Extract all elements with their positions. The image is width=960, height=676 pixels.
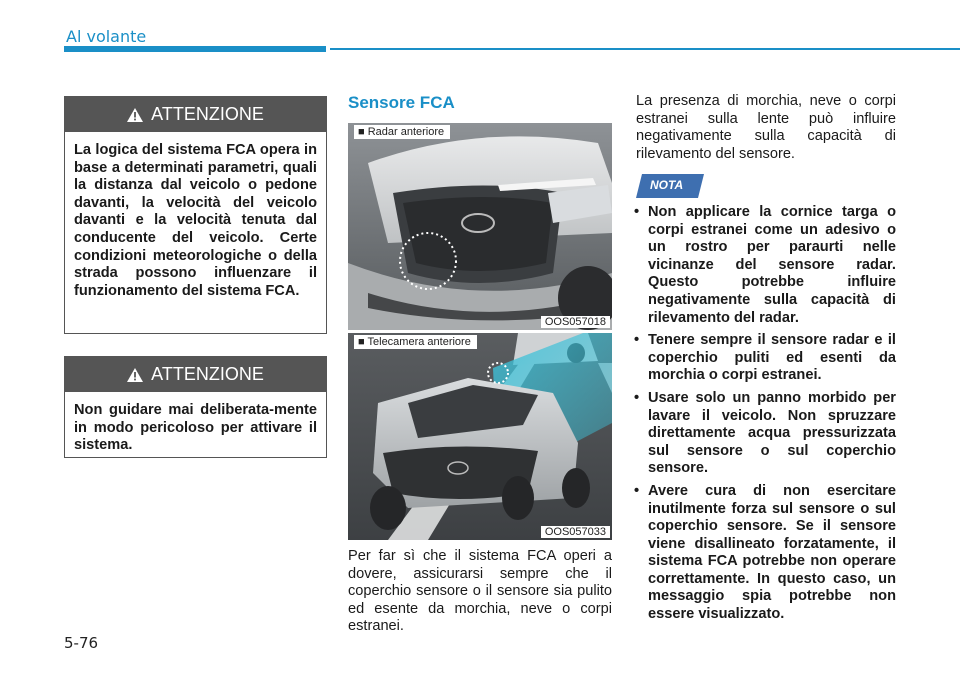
figure-code: OOS057033: [541, 526, 610, 538]
warning-header: [65, 97, 326, 132]
warning-heading: ATTENZIONE: [151, 364, 264, 384]
figure-front-radar: [348, 123, 612, 330]
warning-text: Non guidare mai deliberata-mente in modo pericoloso per attivare il sistema.: [74, 402, 317, 454]
warning-heading: ATTENZIONE: [151, 104, 264, 124]
nota-badge: [636, 174, 704, 198]
right-paragraph: La presenza di morchia, neve o corpi estranei sulla lente può influire negativamente sulla capacità di rilevamento del sensore.: [636, 93, 896, 162]
nota-label: NOTA: [650, 178, 684, 192]
warning-triangle-icon: [127, 368, 143, 382]
section-body-text: Per far sì che il sistema FCA operi a dovere, assicurarsi sempre che il coperchio sensore o il sensore sia pulito ed esente da morchia, neve o corpi estranei.: [348, 548, 612, 635]
warning-box-dangerous-driving: [64, 356, 327, 458]
car-front-radar-illustration: [348, 123, 612, 330]
figure-label: ■ Telecamera anteriore: [354, 335, 477, 349]
car-front-camera-illustration: [348, 333, 612, 540]
page-number: 5-76: [64, 634, 99, 652]
list-item: • Non applicare la cornice targa o corpi estranei come un adesivo o un rostro per paraurti nelle vicinanze del sensore radar. Questo potrebbe influire negativamente sulla capacità di rilevamento del radar.: [632, 204, 896, 327]
figure-front-camera: [348, 333, 612, 540]
figure-label: ■ Radar anteriore: [354, 125, 450, 139]
list-item: • Usare solo un panno morbido per lavare il veicolo. Non spruzzare direttamente acqua pressurizzata sul sensore o sul coperchio sensore.: [632, 390, 896, 478]
section-header-title: Al volante: [66, 27, 147, 46]
header-bar-accent: [64, 46, 326, 52]
warning-header: [65, 357, 326, 392]
header-bar-line: [330, 48, 960, 50]
nota-bullet-list: [632, 204, 896, 629]
warning-text: La logica del sistema FCA opera in base a determinati parametri, quali la distanza dal veicolo o pedone davanti, la velocità del veicolo davanti e la velocità tenuta dal conducente del veicolo. Certe condizioni meteorologiche o della strada possono influenzare il funzionamento del sistema FCA.: [74, 142, 317, 299]
warning-box-fca-logic: [64, 96, 327, 334]
list-item: • Avere cura di non esercitare inutilmente forza sul sensore o sul coperchio sensore. Se il sensore viene disallineato forzatamente, il sistema FCA potrebbe non operare correttamente. In questo caso, un messaggio spia potrebbe non essere visualizzato.: [632, 483, 896, 624]
list-item: • Tenere sempre il sensore radar e il coperchio puliti ed esenti da morchia o corpi estranei.: [632, 332, 896, 385]
warning-triangle-icon: [127, 108, 143, 122]
section-title: Sensore FCA: [348, 93, 455, 112]
figure-code: OOS057018: [541, 316, 610, 328]
